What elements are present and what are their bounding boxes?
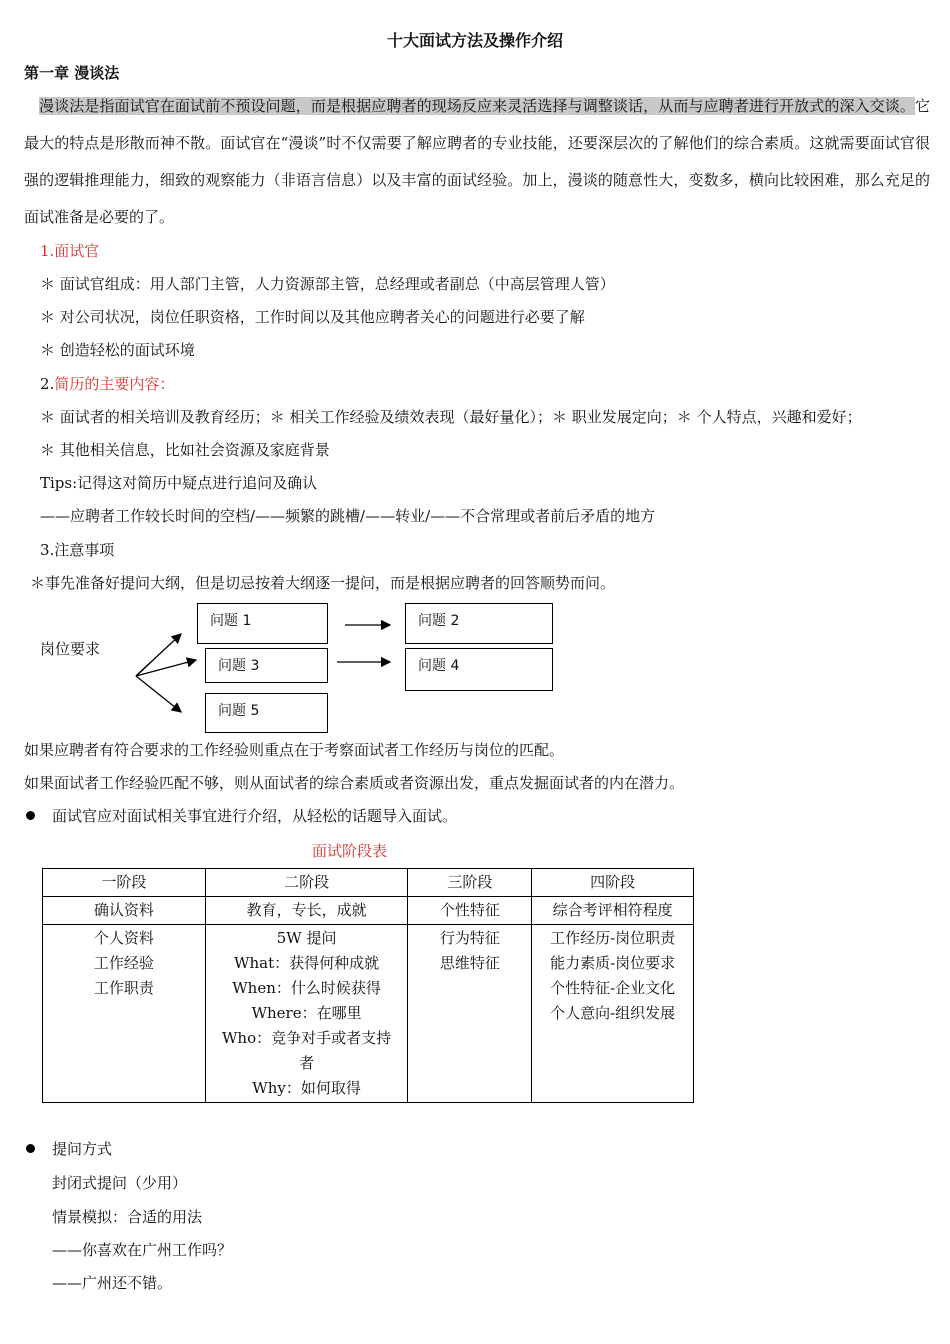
section1-item: ＊ 创造轻松的面试环境 bbox=[40, 341, 195, 359]
cell-line: Who：竞争对手或者支持 bbox=[222, 1029, 392, 1047]
intro-text: 它最大的特点是形散而神不散。面试官在“漫谈”时不仅需要了解应聘者的专业技能，还要深层次的了解他们的综合素质。这就需要面试官很强的逻辑推理能力，细致的观察能力（非语言信息）以及丰富的面试经验。加上，漫谈的随意性大，变数多，横向比较困难，那么充足的面试准备是必要的了。 bbox=[24, 97, 930, 226]
cell-line: What：获得何种成就 bbox=[234, 954, 380, 972]
cell-line: 行为特征 bbox=[439, 929, 500, 947]
cell-line: Why：如何取得 bbox=[252, 1079, 361, 1097]
cell-line: When：什么时候获得 bbox=[232, 979, 381, 997]
section2-item: ＊ 其他相关信息，比如社会资源及家庭背景 bbox=[40, 441, 330, 459]
cell-line: 思维特征 bbox=[439, 954, 500, 972]
section2-item: ＊ 面试者的相关培训及教育经历；＊ 相关工作经验及绩效表现（最好量化）；＊ 职业发展定向；＊ 个人特点，兴趣和爱好； bbox=[40, 408, 862, 426]
diagram-root-label: 岗位要求 bbox=[40, 640, 101, 658]
cell-line: 个人资料 bbox=[93, 929, 154, 947]
table-header-cell: 一阶段 bbox=[43, 869, 206, 897]
section1-heading: 1.面试官 bbox=[40, 242, 100, 260]
table-cell: 个性特征 bbox=[408, 897, 532, 925]
cell-line: Where：在哪里 bbox=[251, 1004, 362, 1022]
section3-note: ＊事先准备好提问大纲，但是切忌按着大纲逐一提问，而是根据应聘者的回答顺势而问。 bbox=[30, 574, 616, 592]
arrow-to-q5 bbox=[136, 676, 181, 712]
diagram-box-q2 bbox=[405, 603, 553, 644]
cell-line: 个人意向-组织发展 bbox=[550, 1004, 676, 1022]
intro-highlighted-text: 漫谈法是指面试官在面试前不预设问题，而是根据应聘者的现场反应来灵活选择与调整谈话，从而与应聘者进行开放式的深入交谈。 bbox=[39, 97, 915, 115]
tips-line: Tips:记得这对简历中疑点进行追问及确认 bbox=[40, 474, 318, 492]
closed-question-line: 封闭式提问（少用） bbox=[52, 1174, 188, 1192]
after-diagram-line: 如果应聘者有符合要求的工作经验则重点在于考察面试者工作经历与岗位的匹配。 bbox=[24, 741, 565, 759]
table-cell bbox=[408, 925, 532, 1103]
bullet-dot-icon bbox=[26, 1144, 35, 1153]
cell-line: 个性特征-企业文化 bbox=[550, 979, 676, 997]
q2-label: 问题 2 bbox=[418, 613, 460, 629]
table-cell: 教育，专长，成就 bbox=[205, 897, 408, 925]
section1-item: ＊ 面试官组成：用人部门主管，人力资源部主管，总经理或者副总（中高层管理人管） bbox=[40, 275, 615, 293]
table-row bbox=[43, 925, 694, 1103]
scenario-line: 情景模拟：合适的用法 bbox=[52, 1208, 203, 1226]
table-cell: 综合考评相符程度 bbox=[532, 897, 694, 925]
cell-line: 工作职责 bbox=[93, 979, 154, 997]
cell-line: 5W 提问 bbox=[276, 929, 337, 947]
diagram-box-q3 bbox=[205, 648, 328, 683]
after-diagram-line: 如果面试者工作经验匹配不够，则从面试者的综合素质或者资源出发，重点发掘面试者的内在潜力。 bbox=[24, 774, 685, 792]
table-row bbox=[43, 897, 694, 925]
q4-label: 问题 4 bbox=[418, 658, 460, 674]
stages-table bbox=[42, 868, 694, 1103]
cell-line: 者 bbox=[299, 1054, 315, 1072]
table-cell bbox=[205, 925, 408, 1103]
table-header-cell: 四阶段 bbox=[532, 869, 694, 897]
cell-line: 能力素质-岗位要求 bbox=[550, 954, 676, 972]
example-answer-line: ——广州还不错。 bbox=[52, 1274, 173, 1292]
document-title: 十大面试方法及操作介绍 bbox=[386, 31, 563, 50]
table-title: 面试阶段表 bbox=[312, 842, 388, 860]
diagram-box-q4 bbox=[405, 648, 553, 691]
table-cell bbox=[43, 925, 206, 1103]
table-cell bbox=[532, 925, 694, 1103]
tips-detail: ——应聘者工作较长时间的空档/——频繁的跳槽/——转业/——不合常理或者前后矛盾的地方 bbox=[40, 507, 656, 525]
table-cell: 确认资料 bbox=[43, 897, 206, 925]
table-header-cell: 二阶段 bbox=[205, 869, 408, 897]
example-question-line: ——你喜欢在广州工作吗？ bbox=[52, 1241, 233, 1259]
cell-line: 工作经历-岗位职责 bbox=[550, 929, 676, 947]
bullet-questions-text: 提问方式 bbox=[52, 1140, 113, 1158]
diagram-box-q1 bbox=[197, 603, 328, 644]
diagram-box-q5 bbox=[205, 693, 328, 733]
chapter-heading: 第一章 漫谈法 bbox=[24, 64, 120, 82]
section3-heading: 3.注意事项 bbox=[40, 541, 115, 559]
q1-label: 问题 1 bbox=[210, 613, 252, 629]
cell-line: 工作经验 bbox=[93, 954, 154, 972]
table-header-cell: 三阶段 bbox=[408, 869, 532, 897]
q3-label: 问题 3 bbox=[218, 658, 260, 674]
q5-label: 问题 5 bbox=[218, 703, 260, 719]
bullet-intro-text: 面试官应对面试相关事宜进行介绍，从轻松的话题导入面试。 bbox=[52, 807, 458, 825]
section1-item: ＊ 对公司状况，岗位任职资格，工作时间以及其他应聘者关心的问题进行必要了解 bbox=[40, 308, 585, 326]
bullet-dot-icon bbox=[26, 811, 35, 820]
table-header-row bbox=[43, 869, 694, 897]
section2-title: 简历的主要内容： bbox=[54, 375, 175, 393]
section2-number: 2. bbox=[40, 375, 55, 393]
